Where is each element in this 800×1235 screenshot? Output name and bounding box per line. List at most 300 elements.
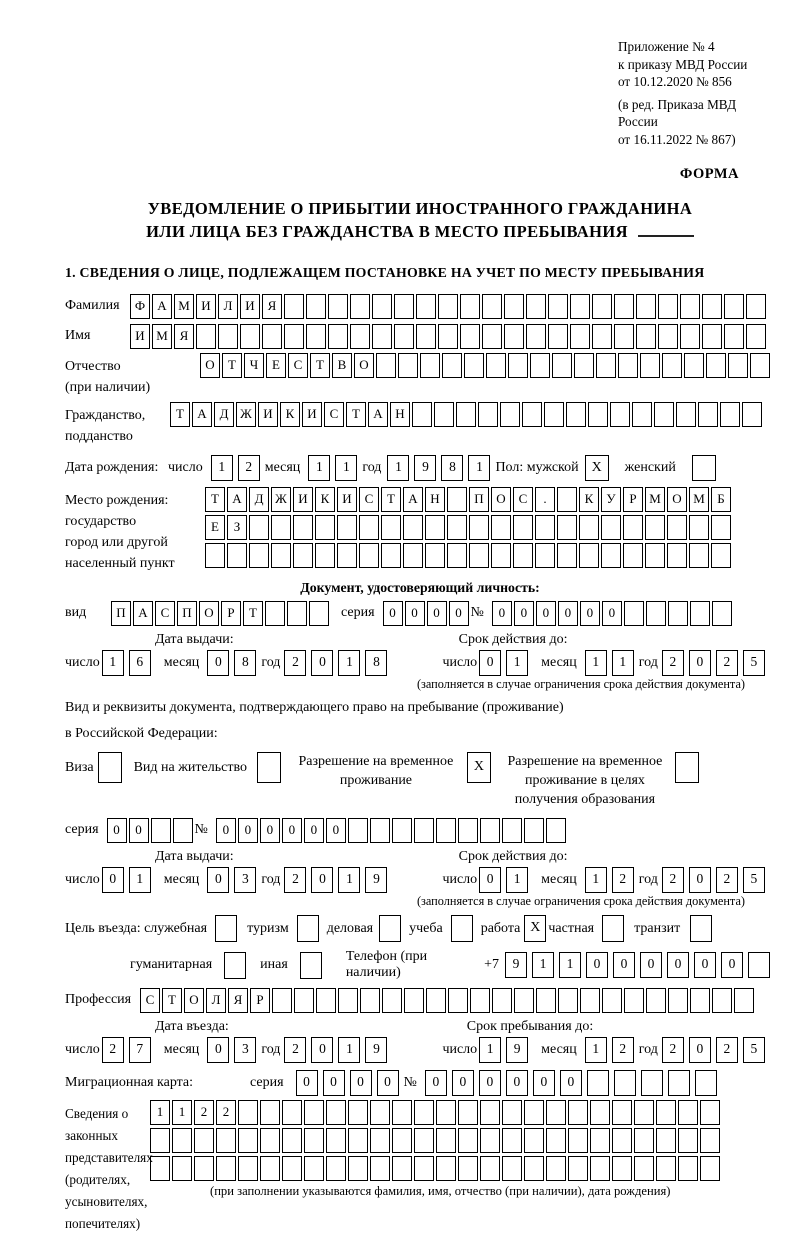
temp-residence-edu-checkbox[interactable] <box>675 752 699 783</box>
char-cell[interactable] <box>438 294 458 319</box>
char-cell[interactable]: 0 <box>689 650 711 676</box>
char-cell[interactable]: 1 <box>308 455 330 481</box>
temp-residence-checkbox[interactable]: X <box>467 752 491 783</box>
char-cell[interactable] <box>436 1128 456 1153</box>
char-cell[interactable] <box>612 1100 632 1125</box>
char-cell[interactable] <box>304 1128 324 1153</box>
char-cell[interactable]: 0 <box>580 601 600 626</box>
char-cell[interactable]: 0 <box>449 601 469 626</box>
char-cell[interactable] <box>492 988 512 1013</box>
char-cell[interactable] <box>294 988 314 1013</box>
char-cell[interactable] <box>645 543 665 568</box>
char-cell[interactable]: 5 <box>743 1037 765 1063</box>
char-cell[interactable] <box>513 543 533 568</box>
char-cell[interactable]: 1 <box>612 650 634 676</box>
char-cell[interactable]: 2 <box>284 1037 306 1063</box>
char-cell[interactable] <box>315 543 335 568</box>
char-cell[interactable] <box>416 324 436 349</box>
char-cell[interactable] <box>612 1128 632 1153</box>
char-cell[interactable] <box>504 324 524 349</box>
char-cell[interactable]: 0 <box>536 601 556 626</box>
char-cell[interactable] <box>271 515 291 540</box>
char-cell[interactable]: С <box>140 988 160 1013</box>
char-cell[interactable] <box>470 988 490 1013</box>
char-cell[interactable]: 0 <box>514 601 534 626</box>
char-cell[interactable] <box>570 324 590 349</box>
char-cell[interactable]: 0 <box>377 1070 399 1096</box>
char-cell[interactable]: М <box>174 294 194 319</box>
char-cell[interactable] <box>394 294 414 319</box>
char-cell[interactable]: 1 <box>468 455 490 481</box>
char-cell[interactable] <box>436 1156 456 1181</box>
char-cell[interactable] <box>469 515 489 540</box>
purpose-official-checkbox[interactable] <box>215 915 237 942</box>
char-cell[interactable] <box>654 402 674 427</box>
char-cell[interactable] <box>416 294 436 319</box>
char-cell[interactable]: 0 <box>304 818 324 843</box>
char-cell[interactable] <box>480 1128 500 1153</box>
char-cell[interactable]: 2 <box>716 867 738 893</box>
char-cell[interactable] <box>265 601 285 626</box>
char-cell[interactable]: С <box>359 487 379 512</box>
char-cell[interactable]: 9 <box>365 867 387 893</box>
char-cell[interactable]: Р <box>221 601 241 626</box>
char-cell[interactable]: 0 <box>558 601 578 626</box>
char-cell[interactable] <box>372 294 392 319</box>
char-cell[interactable] <box>618 353 638 378</box>
char-cell[interactable]: 5 <box>743 650 765 676</box>
char-cell[interactable]: 9 <box>506 1037 528 1063</box>
char-cell[interactable] <box>262 324 282 349</box>
char-cell[interactable]: Л <box>218 294 238 319</box>
char-cell[interactable] <box>381 543 401 568</box>
char-cell[interactable]: 0 <box>560 1070 582 1096</box>
char-cell[interactable] <box>568 1128 588 1153</box>
char-cell[interactable] <box>646 988 666 1013</box>
char-cell[interactable]: Р <box>250 988 270 1013</box>
char-cell[interactable]: 0 <box>405 601 425 626</box>
char-cell[interactable] <box>634 1128 654 1153</box>
char-cell[interactable]: 0 <box>207 650 229 676</box>
char-cell[interactable]: 0 <box>689 867 711 893</box>
char-cell[interactable]: О <box>354 353 374 378</box>
char-cell[interactable] <box>372 324 392 349</box>
char-cell[interactable]: К <box>579 487 599 512</box>
char-cell[interactable] <box>282 1100 302 1125</box>
char-cell[interactable] <box>680 324 700 349</box>
char-cell[interactable]: 0 <box>311 650 333 676</box>
char-cell[interactable] <box>530 353 550 378</box>
char-cell[interactable]: П <box>469 487 489 512</box>
char-cell[interactable] <box>568 1156 588 1181</box>
purpose-other-checkbox[interactable] <box>300 952 322 979</box>
char-cell[interactable]: И <box>196 294 216 319</box>
char-cell[interactable] <box>287 601 307 626</box>
char-cell[interactable] <box>249 543 269 568</box>
char-cell[interactable] <box>282 1156 302 1181</box>
char-cell[interactable] <box>711 543 731 568</box>
char-cell[interactable]: Т <box>346 402 366 427</box>
char-cell[interactable] <box>447 543 467 568</box>
purpose-business-checkbox[interactable] <box>379 915 401 942</box>
char-cell[interactable] <box>486 353 506 378</box>
char-cell[interactable]: 7 <box>129 1037 151 1063</box>
char-cell[interactable]: Д <box>214 402 234 427</box>
char-cell[interactable] <box>614 1070 636 1096</box>
char-cell[interactable] <box>227 543 247 568</box>
char-cell[interactable] <box>656 1128 676 1153</box>
char-cell[interactable] <box>392 1100 412 1125</box>
char-cell[interactable]: Т <box>205 487 225 512</box>
char-cell[interactable] <box>284 294 304 319</box>
char-cell[interactable]: У <box>601 487 621 512</box>
char-cell[interactable]: Н <box>390 402 410 427</box>
char-cell[interactable] <box>359 515 379 540</box>
char-cell[interactable] <box>656 1156 676 1181</box>
char-cell[interactable]: 0 <box>282 818 302 843</box>
char-cell[interactable]: 1 <box>559 952 581 978</box>
char-cell[interactable]: 2 <box>216 1100 236 1125</box>
char-cell[interactable] <box>689 543 709 568</box>
char-cell[interactable] <box>698 402 718 427</box>
char-cell[interactable]: 1 <box>479 1037 501 1063</box>
char-cell[interactable] <box>218 324 238 349</box>
char-cell[interactable] <box>205 543 225 568</box>
char-cell[interactable] <box>702 324 722 349</box>
char-cell[interactable]: 0 <box>586 952 608 978</box>
char-cell[interactable] <box>700 1128 720 1153</box>
char-cell[interactable] <box>460 294 480 319</box>
char-cell[interactable]: 2 <box>612 1037 634 1063</box>
char-cell[interactable]: М <box>152 324 172 349</box>
char-cell[interactable] <box>678 1128 698 1153</box>
char-cell[interactable] <box>360 988 380 1013</box>
char-cell[interactable]: 1 <box>211 455 233 481</box>
char-cell[interactable]: 1 <box>129 867 151 893</box>
char-cell[interactable] <box>480 1100 500 1125</box>
char-cell[interactable]: 0 <box>207 867 229 893</box>
char-cell[interactable] <box>544 402 564 427</box>
char-cell[interactable]: 1 <box>338 867 360 893</box>
char-cell[interactable] <box>370 818 390 843</box>
char-cell[interactable]: И <box>130 324 150 349</box>
char-cell[interactable] <box>196 324 216 349</box>
char-cell[interactable] <box>612 1156 632 1181</box>
char-cell[interactable]: Я <box>262 294 282 319</box>
char-cell[interactable]: 2 <box>284 650 306 676</box>
char-cell[interactable] <box>711 515 731 540</box>
char-cell[interactable]: А <box>368 402 388 427</box>
char-cell[interactable] <box>634 1100 654 1125</box>
char-cell[interactable] <box>491 543 511 568</box>
char-cell[interactable] <box>535 515 555 540</box>
char-cell[interactable] <box>588 402 608 427</box>
char-cell[interactable] <box>610 402 630 427</box>
char-cell[interactable]: 0 <box>479 867 501 893</box>
char-cell[interactable]: 3 <box>234 1037 256 1063</box>
char-cell[interactable]: 0 <box>323 1070 345 1096</box>
char-cell[interactable] <box>260 1128 280 1153</box>
char-cell[interactable] <box>482 324 502 349</box>
char-cell[interactable] <box>546 1156 566 1181</box>
char-cell[interactable] <box>580 988 600 1013</box>
char-cell[interactable]: А <box>152 294 172 319</box>
char-cell[interactable] <box>194 1156 214 1181</box>
char-cell[interactable] <box>667 543 687 568</box>
char-cell[interactable]: 0 <box>107 818 127 843</box>
char-cell[interactable] <box>348 1156 368 1181</box>
char-cell[interactable]: 9 <box>505 952 527 978</box>
char-cell[interactable] <box>695 1070 717 1096</box>
char-cell[interactable] <box>526 324 546 349</box>
char-cell[interactable]: 1 <box>532 952 554 978</box>
char-cell[interactable] <box>514 988 534 1013</box>
char-cell[interactable]: А <box>192 402 212 427</box>
char-cell[interactable] <box>458 1128 478 1153</box>
char-cell[interactable] <box>394 324 414 349</box>
char-cell[interactable] <box>524 1100 544 1125</box>
char-cell[interactable] <box>448 988 468 1013</box>
char-cell[interactable]: 0 <box>425 1070 447 1096</box>
char-cell[interactable]: Ч <box>244 353 264 378</box>
char-cell[interactable] <box>658 294 678 319</box>
char-cell[interactable]: И <box>293 487 313 512</box>
char-cell[interactable] <box>350 294 370 319</box>
char-cell[interactable] <box>668 601 688 626</box>
char-cell[interactable] <box>502 1128 522 1153</box>
char-cell[interactable] <box>574 353 594 378</box>
char-cell[interactable] <box>601 515 621 540</box>
char-cell[interactable] <box>460 324 480 349</box>
char-cell[interactable] <box>272 988 292 1013</box>
char-cell[interactable] <box>750 353 770 378</box>
char-cell[interactable] <box>680 294 700 319</box>
char-cell[interactable]: 2 <box>284 867 306 893</box>
char-cell[interactable]: 0 <box>383 601 403 626</box>
char-cell[interactable] <box>464 353 484 378</box>
char-cell[interactable] <box>491 515 511 540</box>
char-cell[interactable] <box>590 1128 610 1153</box>
char-cell[interactable] <box>404 988 424 1013</box>
char-cell[interactable] <box>702 294 722 319</box>
char-cell[interactable]: 1 <box>506 650 528 676</box>
char-cell[interactable]: 2 <box>662 650 684 676</box>
char-cell[interactable] <box>602 988 622 1013</box>
char-cell[interactable]: 9 <box>414 455 436 481</box>
char-cell[interactable] <box>548 294 568 319</box>
char-cell[interactable]: П <box>111 601 131 626</box>
char-cell[interactable]: Т <box>310 353 330 378</box>
char-cell[interactable]: 6 <box>129 650 151 676</box>
char-cell[interactable]: К <box>315 487 335 512</box>
char-cell[interactable] <box>614 294 634 319</box>
char-cell[interactable]: 0 <box>533 1070 555 1096</box>
purpose-humanitarian-checkbox[interactable] <box>224 952 246 979</box>
char-cell[interactable] <box>338 988 358 1013</box>
char-cell[interactable]: Я <box>174 324 194 349</box>
char-cell[interactable]: 2 <box>194 1100 214 1125</box>
char-cell[interactable]: 2 <box>662 1037 684 1063</box>
char-cell[interactable]: Т <box>162 988 182 1013</box>
char-cell[interactable] <box>414 1156 434 1181</box>
char-cell[interactable]: 9 <box>365 1037 387 1063</box>
char-cell[interactable]: Л <box>206 988 226 1013</box>
char-cell[interactable] <box>536 988 556 1013</box>
char-cell[interactable]: Т <box>222 353 242 378</box>
char-cell[interactable] <box>720 402 740 427</box>
char-cell[interactable] <box>734 988 754 1013</box>
char-cell[interactable] <box>348 1128 368 1153</box>
char-cell[interactable] <box>392 1128 412 1153</box>
char-cell[interactable] <box>748 952 770 978</box>
char-cell[interactable]: Е <box>266 353 286 378</box>
char-cell[interactable]: 1 <box>585 867 607 893</box>
char-cell[interactable]: 0 <box>613 952 635 978</box>
char-cell[interactable] <box>284 324 304 349</box>
char-cell[interactable] <box>370 1100 390 1125</box>
char-cell[interactable]: И <box>337 487 357 512</box>
char-cell[interactable] <box>434 402 454 427</box>
char-cell[interactable]: 0 <box>260 818 280 843</box>
char-cell[interactable]: Б <box>711 487 731 512</box>
char-cell[interactable] <box>282 1128 302 1153</box>
char-cell[interactable] <box>447 487 467 512</box>
char-cell[interactable] <box>500 402 520 427</box>
char-cell[interactable] <box>478 402 498 427</box>
char-cell[interactable] <box>403 543 423 568</box>
char-cell[interactable]: 0 <box>721 952 743 978</box>
char-cell[interactable] <box>316 988 336 1013</box>
char-cell[interactable] <box>678 1156 698 1181</box>
char-cell[interactable] <box>414 1128 434 1153</box>
char-cell[interactable] <box>690 601 710 626</box>
char-cell[interactable] <box>558 988 578 1013</box>
char-cell[interactable] <box>392 818 412 843</box>
char-cell[interactable] <box>469 543 489 568</box>
char-cell[interactable] <box>746 294 766 319</box>
char-cell[interactable]: А <box>403 487 423 512</box>
char-cell[interactable] <box>151 818 171 843</box>
char-cell[interactable]: 0 <box>311 867 333 893</box>
char-cell[interactable] <box>668 988 688 1013</box>
char-cell[interactable]: 1 <box>338 1037 360 1063</box>
char-cell[interactable]: 8 <box>365 650 387 676</box>
char-cell[interactable] <box>641 1070 663 1096</box>
char-cell[interactable] <box>668 1070 690 1096</box>
char-cell[interactable] <box>524 1128 544 1153</box>
char-cell[interactable] <box>724 324 744 349</box>
char-cell[interactable] <box>570 294 590 319</box>
char-cell[interactable] <box>392 1156 412 1181</box>
char-cell[interactable] <box>566 402 586 427</box>
char-cell[interactable] <box>426 988 446 1013</box>
char-cell[interactable]: Ж <box>236 402 256 427</box>
char-cell[interactable] <box>425 515 445 540</box>
char-cell[interactable] <box>632 402 652 427</box>
char-cell[interactable]: В <box>332 353 352 378</box>
char-cell[interactable] <box>700 1156 720 1181</box>
char-cell[interactable] <box>414 818 434 843</box>
char-cell[interactable] <box>150 1156 170 1181</box>
char-cell[interactable] <box>557 487 577 512</box>
char-cell[interactable]: О <box>491 487 511 512</box>
char-cell[interactable] <box>700 1100 720 1125</box>
char-cell[interactable] <box>662 353 682 378</box>
char-cell[interactable] <box>684 353 704 378</box>
char-cell[interactable]: 1 <box>338 650 360 676</box>
char-cell[interactable]: 1 <box>387 455 409 481</box>
char-cell[interactable]: М <box>689 487 709 512</box>
char-cell[interactable]: 0 <box>102 867 124 893</box>
char-cell[interactable] <box>592 294 612 319</box>
char-cell[interactable]: Е <box>205 515 225 540</box>
female-checkbox[interactable] <box>692 455 716 481</box>
char-cell[interactable] <box>546 818 566 843</box>
char-cell[interactable]: 0 <box>640 952 662 978</box>
purpose-study-checkbox[interactable] <box>451 915 473 942</box>
char-cell[interactable] <box>504 294 524 319</box>
char-cell[interactable]: 1 <box>335 455 357 481</box>
char-cell[interactable] <box>706 353 726 378</box>
char-cell[interactable]: 0 <box>479 1070 501 1096</box>
char-cell[interactable] <box>438 324 458 349</box>
char-cell[interactable] <box>568 1100 588 1125</box>
char-cell[interactable] <box>328 324 348 349</box>
visa-checkbox[interactable] <box>98 752 122 783</box>
char-cell[interactable] <box>526 294 546 319</box>
char-cell[interactable]: О <box>199 601 219 626</box>
char-cell[interactable] <box>458 1100 478 1125</box>
char-cell[interactable] <box>596 353 616 378</box>
char-cell[interactable] <box>579 515 599 540</box>
char-cell[interactable] <box>337 543 357 568</box>
char-cell[interactable]: 0 <box>694 952 716 978</box>
char-cell[interactable]: 1 <box>172 1100 192 1125</box>
char-cell[interactable] <box>667 515 687 540</box>
char-cell[interactable] <box>348 818 368 843</box>
char-cell[interactable] <box>658 324 678 349</box>
char-cell[interactable]: 0 <box>427 601 447 626</box>
char-cell[interactable]: 0 <box>452 1070 474 1096</box>
char-cell[interactable] <box>524 818 544 843</box>
char-cell[interactable]: А <box>133 601 153 626</box>
char-cell[interactable]: 0 <box>667 952 689 978</box>
char-cell[interactable]: З <box>227 515 247 540</box>
char-cell[interactable] <box>315 515 335 540</box>
char-cell[interactable] <box>712 988 732 1013</box>
char-cell[interactable]: М <box>645 487 665 512</box>
char-cell[interactable] <box>456 402 476 427</box>
char-cell[interactable]: 2 <box>716 650 738 676</box>
char-cell[interactable]: 0 <box>492 601 512 626</box>
char-cell[interactable] <box>238 1128 258 1153</box>
char-cell[interactable] <box>306 294 326 319</box>
char-cell[interactable] <box>746 324 766 349</box>
purpose-private-checkbox[interactable] <box>602 915 624 942</box>
char-cell[interactable] <box>724 294 744 319</box>
char-cell[interactable] <box>271 543 291 568</box>
char-cell[interactable] <box>309 601 329 626</box>
char-cell[interactable]: 0 <box>350 1070 372 1096</box>
char-cell[interactable] <box>524 1156 544 1181</box>
char-cell[interactable] <box>587 1070 609 1096</box>
char-cell[interactable] <box>656 1100 676 1125</box>
char-cell[interactable] <box>172 1156 192 1181</box>
char-cell[interactable] <box>645 515 665 540</box>
char-cell[interactable] <box>640 353 660 378</box>
char-cell[interactable] <box>634 1156 654 1181</box>
char-cell[interactable] <box>557 543 577 568</box>
